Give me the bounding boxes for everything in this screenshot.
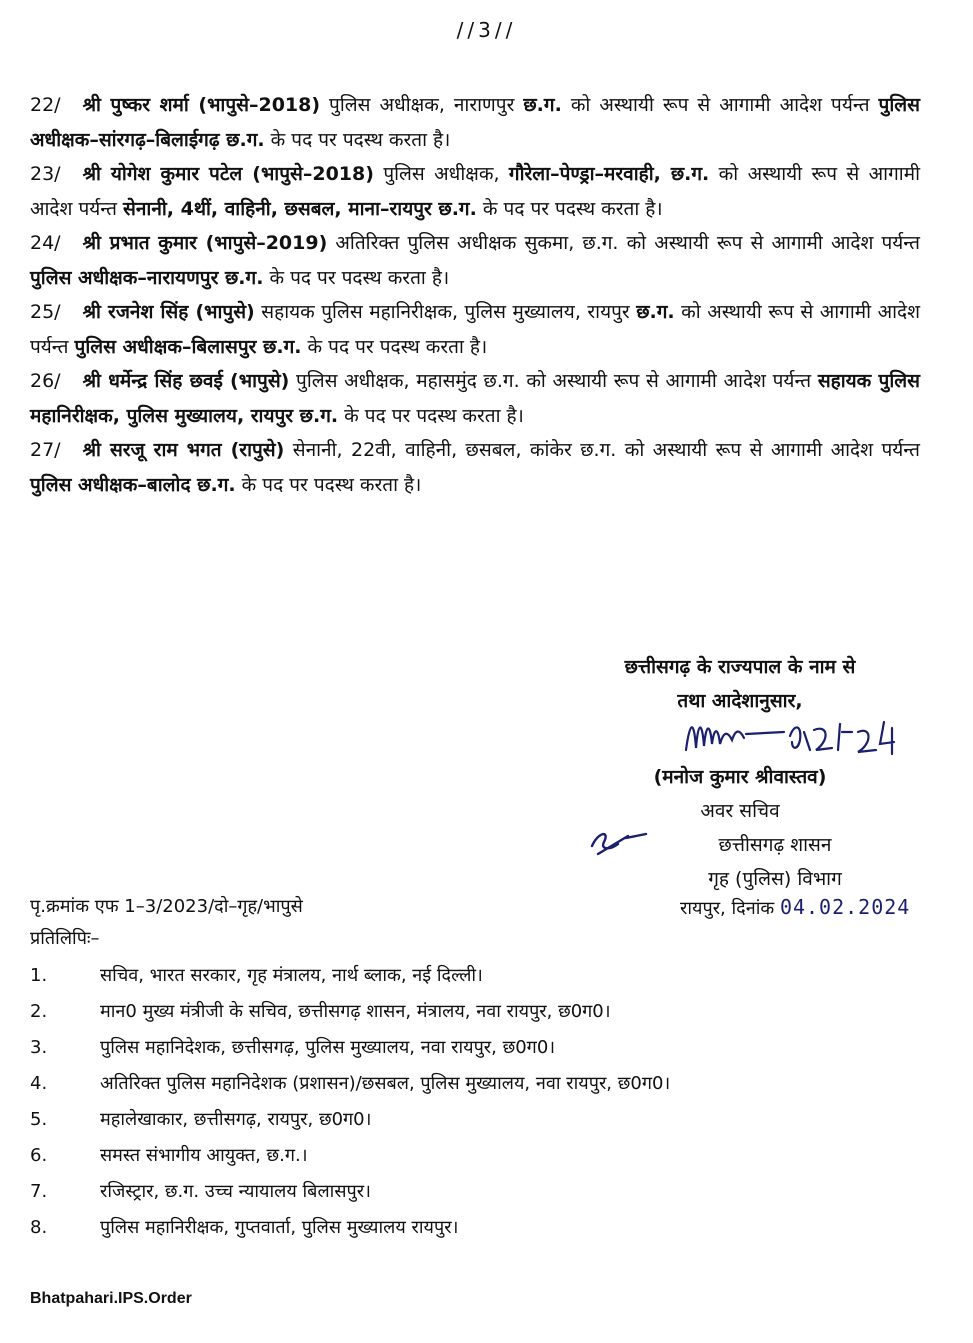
order-bold-text: श्री पुष्कर शर्मा (भापुसे–2018) [82,94,321,116]
order-paragraph [30,88,920,157]
place-date-label: रायपुर, दिनांक [680,898,775,919]
copy-text: पुलिस महानिरीक्षक, गुप्तवार्ता, पुलिस मुख्यालय रायपुर। [100,1217,459,1238]
copy-list [30,958,900,1246]
copy-text: पुलिस महानिदेशक, छत्तीसगढ़, पुलिस मुख्यालय, नवा रायपुर, छ0ग0। [100,1037,556,1058]
authority-block [560,650,920,718]
copy-number: 4. [30,1073,48,1094]
order-text: सहायक पुलिस महानिरीक्षक, पुलिस मुख्यालय, रायपुर [254,301,637,323]
order-bold-text: सेनानी, 4थीं, वाहिनी, छसबल, माना–रायपुर छ.ग. [123,197,477,220]
order-number: 22/ [30,94,61,116]
order-bold-text: छ.ग. [636,301,675,323]
copy-number: 5. [30,1109,48,1130]
order-number: 26/ [30,370,61,392]
order-number: 24/ [30,232,61,254]
handwritten-initials [588,820,648,860]
order-bold-text: पुलिस अधीक्षक–बालोद छ.ग. [30,473,236,496]
order-text: के पद पर पदस्थ करता है। [264,128,451,151]
copy-item [30,1030,900,1066]
order-number: 23/ [30,163,61,185]
order-text: के पद पर पदस्थ करता है। [301,335,488,358]
place-date [680,892,910,924]
copy-item [30,958,900,994]
copy-number: 7. [30,1181,48,1202]
order-bold-text: श्री प्रभात कुमार (भापुसे–2019) [82,232,328,254]
order-text: अतिरिक्त पुलिस अधीक्षक सुकमा, छ.ग. को अस्थायी रूप से आगामी आदेश पर्यन्त [327,232,920,254]
order-text: पुलिस अधीक्षक, [373,163,509,185]
order-bold-text: पुलिस अधीक्षक–सांरगढ़–बिलाईगढ़ छ.ग. [30,94,920,151]
order-text: को अस्थायी रूप से आगामी आदेश पर्यन्त [30,301,920,358]
copy-item [30,994,900,1030]
order-paragraph [30,433,920,502]
order-text: पुलिस अधीक्षक, नाराणपुर [320,94,524,116]
copy-text: अतिरिक्त पुलिस महानिदेशक (प्रशासन)/छसबल, पुलिस मुख्यालय, नवा रायपुर, छ0ग0। [100,1073,671,1094]
copy-item [30,1138,900,1174]
copy-text: महालेखाकार, छत्तीसगढ़, रायपुर, छ0ग0। [100,1109,372,1130]
order-text: पुलिस अधीक्षक, महासमुंद छ.ग. को अस्थायी रूप से आगामी आदेश पर्यन्त [289,370,818,392]
order-bold-text: श्री धर्मेन्द्र सिंह छवई (भापुसे) [82,370,290,392]
copy-text: मान0 मुख्य मंत्रीजी के सचिव, छत्तीसगढ़ शासन, मंत्रालय, नवा रायपुर, छ0ग0। [100,1001,611,1022]
order-paragraph [30,226,920,295]
officer-department: गृह (पुलिस) विभाग [708,868,842,890]
order-text: को अस्थायी रूप से आगामी आदेश पर्यन्त [561,94,879,116]
order-text: सेनानी, 22वी, वाहिनी, छसबल, कांकेर छ.ग. को अस्थायी रूप से आगामी आदेश पर्यन्त [284,439,920,461]
copy-number: 2. [30,1001,48,1022]
order-bold-text: सहायक पुलिस महानिरीक्षक, पुलिस मुख्यालय, रायपुर छ.ग. [30,370,920,427]
officer-government: छत्तीसगढ़ शासन [718,834,832,856]
order-bold-text: श्री रजनेश सिंह (भापुसे) [82,301,255,323]
orders-list [30,88,920,502]
copy-text: समस्त संभागीय आयुक्त, छ.ग.। [100,1145,308,1166]
order-text: के पद पर पदस्थ करता है। [263,266,450,289]
order-bold-text: पुलिस अधीक्षक–नारायणपुर छ.ग. [30,266,264,289]
copy-item [30,1102,900,1138]
order-paragraph [30,364,920,433]
order-bold-text: गौरेला–पेण्ड्रा–मरवाही, छ.ग. [508,163,710,185]
order-bold-text: पुलिस अधीक्षक–बिलासपुर छ.ग. [74,335,302,358]
officer-name: (मनोज कुमार श्रीवास्तव) [653,766,827,788]
copy-to-title: प्रतिलिपिः– [30,928,100,949]
copy-item [30,1174,900,1210]
order-number: 25/ [30,301,61,323]
order-text: के पद पर पदस्थ करता है। [476,197,663,220]
copy-number: 6. [30,1145,48,1166]
order-paragraph [30,295,920,364]
order-text: को अस्थायी रूप से आगामी आदेश पर्यन्त [30,163,920,220]
officer-designation: अवर सचिव [700,800,780,822]
authority-line-1: छत्तीसगढ़ के राज्यपाल के नाम से [624,656,856,678]
order-bold-text: श्री सरजू राम भगत (रापुसे) [82,439,285,461]
authority-line-2: तथा आदेशानुसार, [677,690,803,712]
order-bold-text: छ.ग. [523,94,562,116]
copy-number: 8. [30,1217,48,1238]
order-text: के पद पर पदस्थ करता है। [338,404,524,427]
order-paragraph [30,157,920,226]
order-number: 27/ [30,439,61,461]
order-bold-text: श्री योगेश कुमार पटेल (भापुसे–2018) [82,163,374,185]
page-number: //3// [456,18,517,42]
copy-number: 3. [30,1037,48,1058]
copy-item [30,1210,900,1246]
handwritten-date: 04.02.2024 [779,895,911,919]
watermark: Bhatpahari.IPS.Order [30,1290,192,1307]
copy-text: रजिस्ट्रार, छ.ग. उच्च न्यायालय बिलासपुर। [100,1181,371,1202]
reference-number: पृ.क्रमांक एफ 1–3/2023/दो–गृह/भापुसे [30,896,303,917]
copy-text: सचिव, भारत सरकार, गृह मंत्रालय, नार्थ ब्लाक, नई दिल्ली। [100,965,483,986]
order-text: के पद पर पदस्थ करता है। [235,473,422,496]
handwritten-signature [680,710,920,764]
copy-item [30,1066,900,1102]
copy-number: 1. [30,965,48,986]
